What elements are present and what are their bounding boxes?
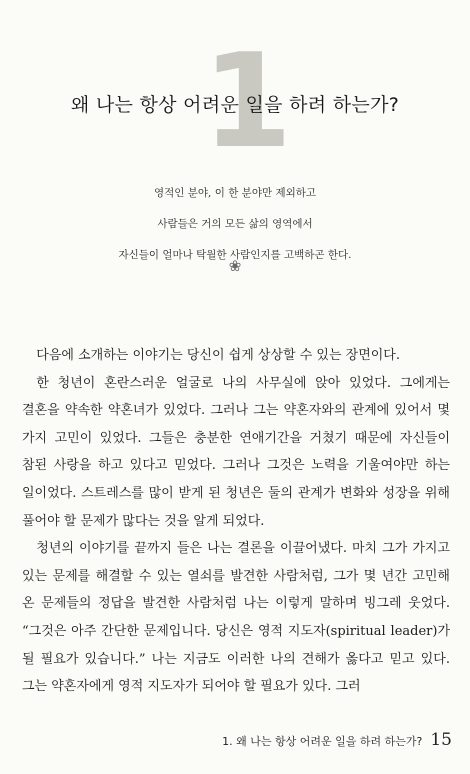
- body-text: [22, 342, 450, 701]
- flower-ornament-icon: ❀: [228, 257, 242, 275]
- epigraph-line: 자신들이 얼마나 탁월한 사람인지를 고백하곤 한다.: [118, 249, 352, 261]
- chapter-number: 1: [202, 25, 293, 177]
- paragraph: 다음에 소개하는 이야기는 당신이 쉽게 상상할 수 있는 장면이다.: [36, 348, 400, 363]
- page-number: 15: [430, 730, 452, 750]
- page-footer: [222, 730, 452, 750]
- paragraph: 한 청년이 혼란스러운 얼굴로 나의 사무실에 앉아 있었다. 그에게는 결혼을 약속한 약혼녀가 있었다. 그러나 그는 약혼자와의 관계에 있어서 몇 가지 고민이 있었다. 그들은 충분한 연애기간을 거쳤기 때문에 자신들이 참된 사랑을 하고 있다고 믿었다. 그러나 그것은 노력을 기울여야만 하는 일이었다. 스트레스를 많이 받게 된 청년은 둘의 관계가 변화와 성장을 위해 풀어야 할 문제가 많다는 것을 알게 되었다.: [22, 375, 450, 529]
- epigraph-line: 영적인 분야, 이 한 분야만 제외하고: [153, 187, 317, 199]
- paragraph: 청년의 이야기를 끝까지 들은 나는 결론을 이끌어냈다. 마치 그가 가지고 있는 문제를 해결할 수 있는 열쇠를 발견한 사람처럼, 그가 몇 년간 고민해 온 문제들의 정답을 발견한 사람처럼 나는 이렇게 말하며 빙그레 웃었다. “그것은 아주 간단한 문제입니다. 당신은 영적 지도자(spiritual leader)가 될 필요가 있습니다.” 나는 지금도 이러한 나의 견해가 옳다고 믿고 있다. 그는 약혼자에게 영적 지도자가 되어야 할 필요가 있다. 그러: [22, 541, 450, 695]
- epigraph-line: 사람들은 거의 모든 삶의 영역에서: [157, 218, 313, 230]
- running-head: 1. 왜 나는 항상 어려운 일을 하려 하는가?: [222, 735, 423, 748]
- chapter-title: 왜 나는 항상 어려운 일을 하려 하는가?: [70, 94, 400, 116]
